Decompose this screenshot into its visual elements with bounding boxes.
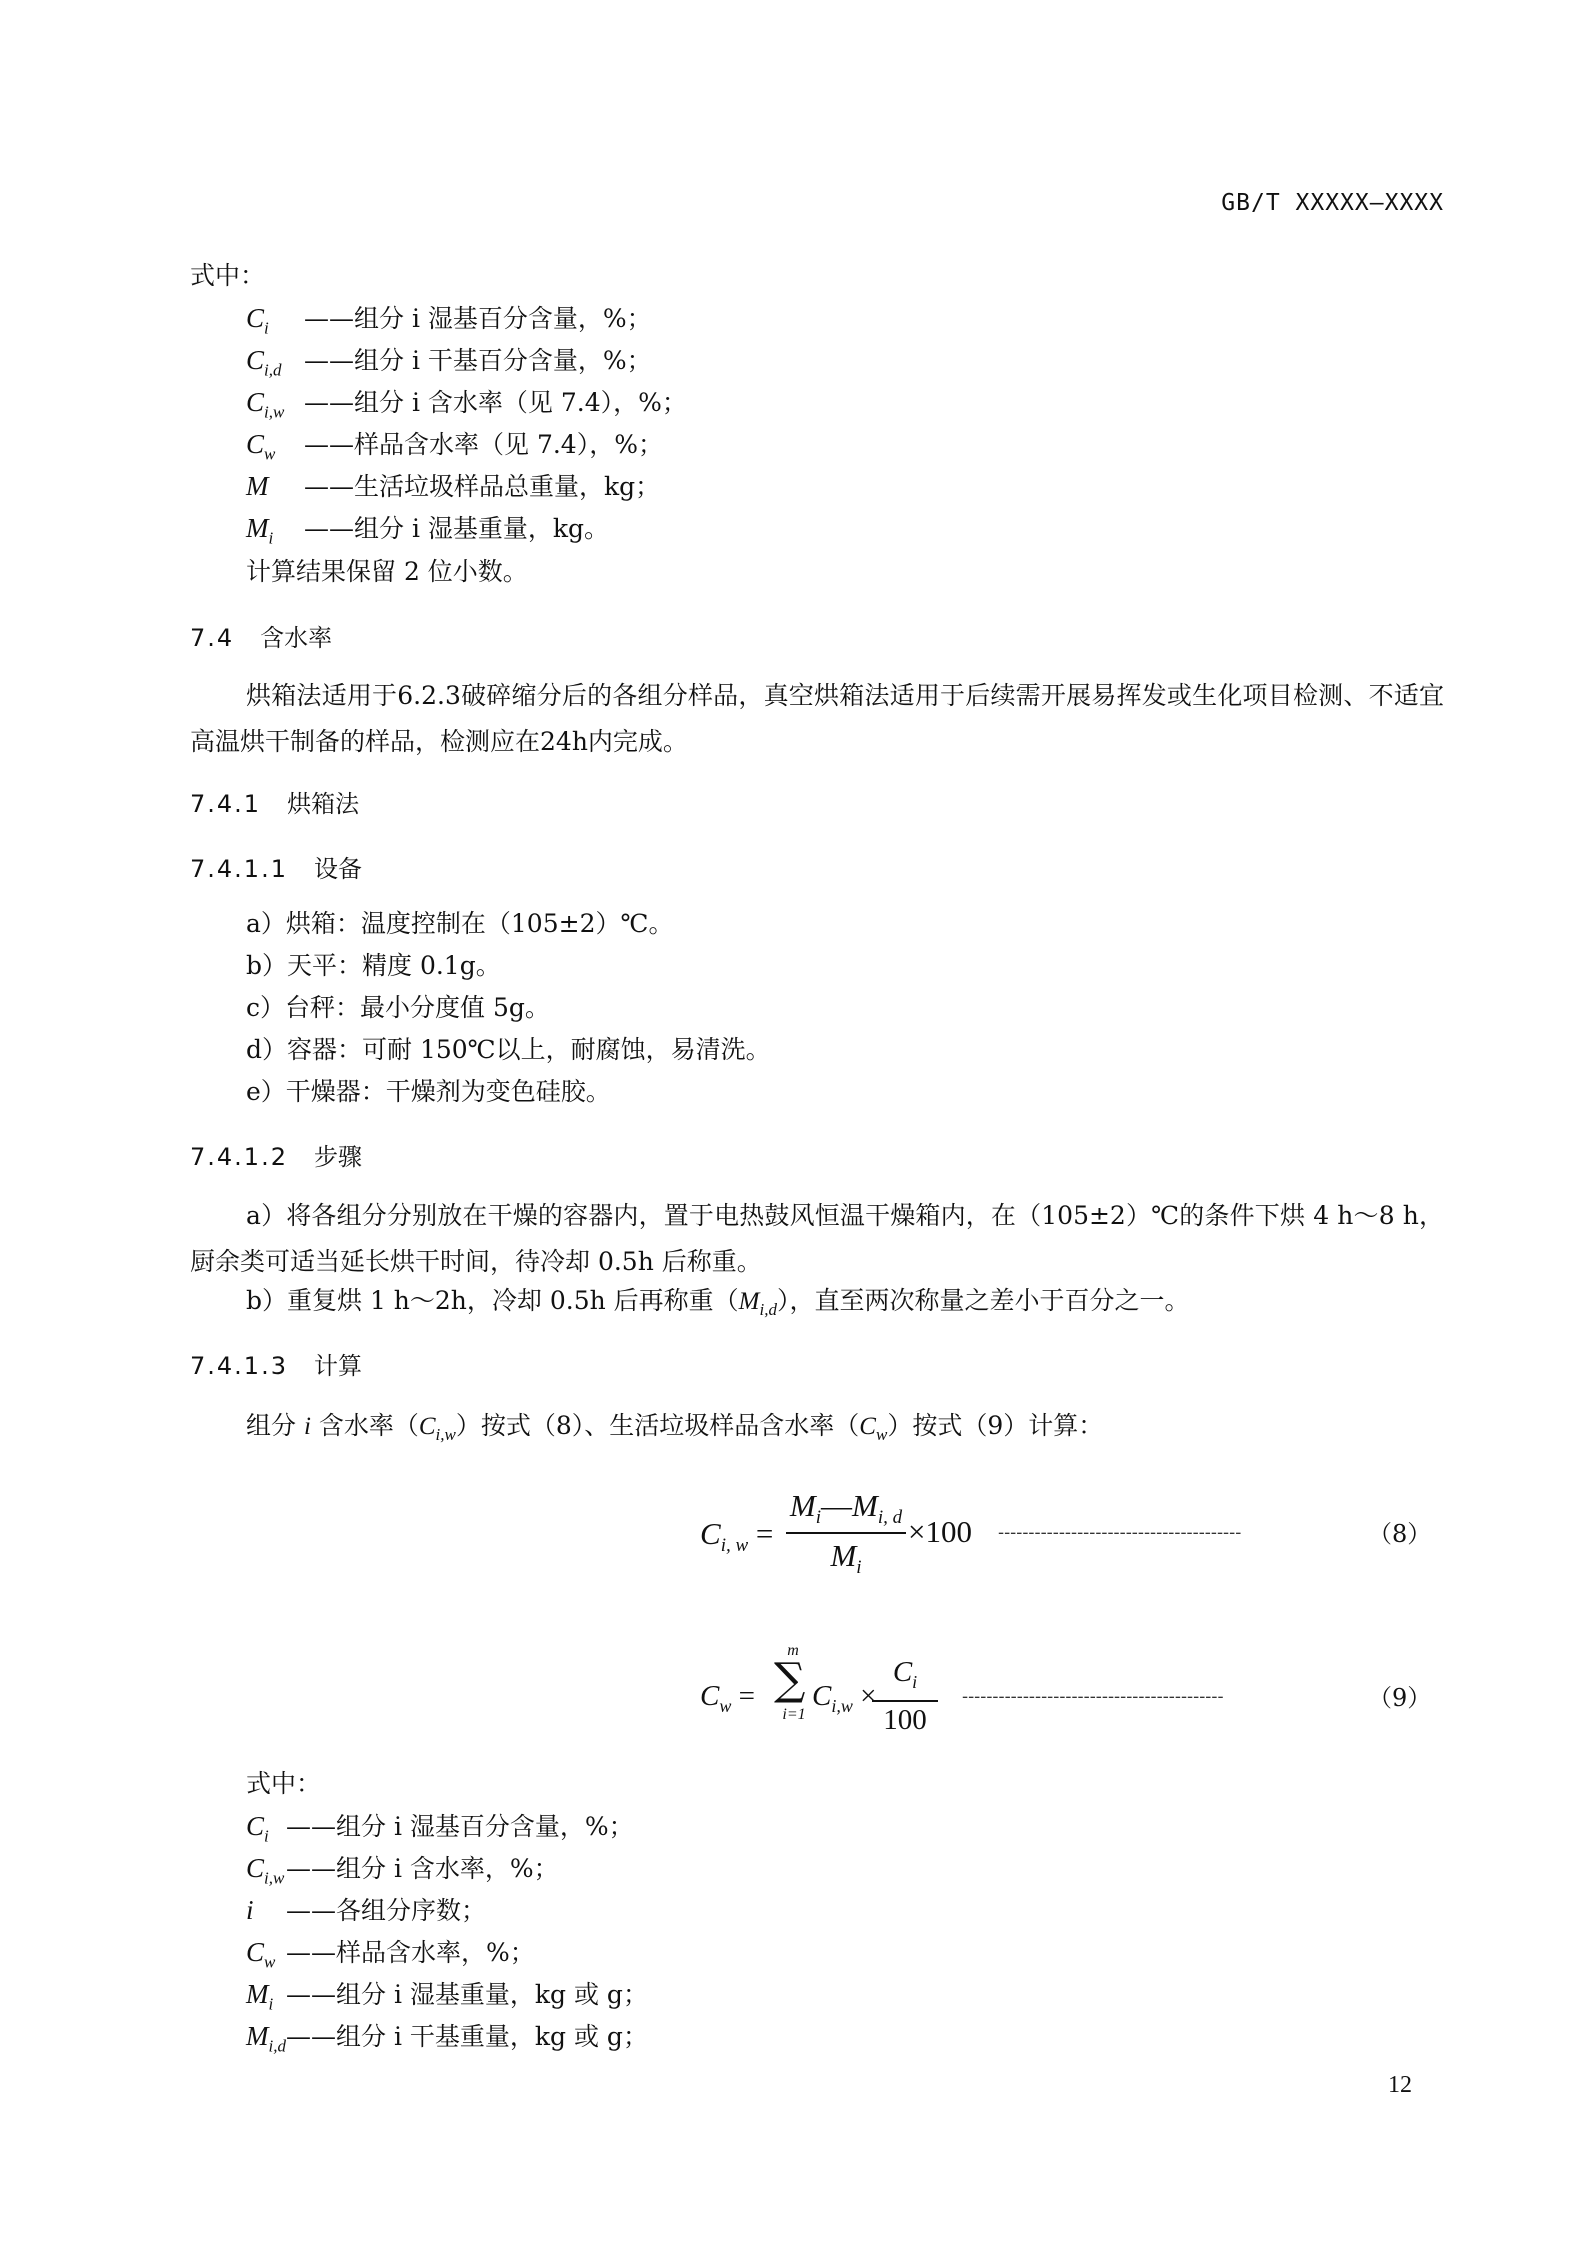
section-number: 7.4.1 [190, 790, 262, 818]
section-heading-7-4-1 [190, 784, 359, 819]
formula-8-times-100: ×100 [908, 1514, 972, 1549]
formula-9-leader: ------------------------------------------- [962, 1686, 1224, 1707]
formula-9-fraction-denominator: 100 [883, 1704, 927, 1736]
section-title: 设备 [313, 855, 362, 883]
calc-intro: 组分 i 含水率$(C_{i,w})$按式（8）、生活垃圾样品含水率$(C_w)$按式（9）计算： [246, 1411, 1104, 1444]
calc-intro-symbol-ciw: $C_{i,w}$ [418, 1413, 456, 1444]
definition-row [246, 384, 687, 430]
formula-9-fraction-bar [872, 1700, 938, 1702]
section-number: 7.4.1.1 [190, 855, 288, 883]
definition-text: ——样品含水率，%； [286, 1938, 535, 1967]
definition-text: ——组分 i 湿基重量，kg。 [304, 514, 610, 543]
formula-8-denominator: $M_i$ [830, 1538, 862, 1579]
formula-8 [700, 1488, 1460, 1578]
definition-row [246, 468, 660, 514]
definition-text: ——生活垃圾样品总重量，kg； [304, 472, 661, 501]
definition-text: ——组分 i 含水率，%； [286, 1854, 559, 1883]
definition-row [246, 1850, 559, 1896]
formula-9-term: $C_{i,w}$ × [812, 1680, 877, 1716]
definition-symbol: $C_w$ [246, 1937, 276, 1972]
section-heading-7-4-1-3 [190, 1346, 362, 1381]
section-title: 步骤 [313, 1143, 362, 1171]
definition-row [246, 1976, 648, 2022]
section-heading-7-4-1-1 [190, 849, 362, 884]
definition-text: ——组分 i 湿基百分含量，%； [286, 1812, 634, 1841]
definition-text: ——组分 i 湿基百分含量，%； [304, 304, 652, 333]
equipment-item-c: c）台秤：最小分度值 5g。 [246, 993, 550, 1022]
definition-row [246, 300, 652, 346]
definition-text: ——组分 i 干基百分含量，%； [304, 346, 652, 375]
formula-8-fraction-bar [786, 1532, 906, 1534]
formula-9-sum-sign: ∑ [774, 1654, 806, 1705]
equipment-item-e: e）干燥器：干燥剂为变色硅胶。 [246, 1077, 611, 1106]
formula-8-numerator: $M_i—M_{i, d}$ [789, 1488, 903, 1529]
definition-row [246, 1808, 634, 1854]
definition-symbol: $C_w$ [246, 429, 276, 464]
definition-symbol: $M_i$ [246, 513, 274, 548]
section-title: 计算 [313, 1352, 362, 1380]
section-number: 7.4 [190, 624, 235, 652]
definition-row [246, 342, 652, 388]
section-heading-7-4-1-2 [190, 1137, 362, 1172]
definition-symbol: $C_{i,w}$ [246, 387, 285, 422]
definition-symbol: $C_i$ [246, 303, 269, 338]
definition-symbol: i [246, 1895, 254, 1925]
definition-row [246, 1934, 535, 1980]
definition-text: ——组分 i 干基重量，kg 或 g； [286, 2022, 648, 2051]
section-number: 7.4.1.3 [190, 1352, 288, 1380]
document-code-header: GB/T XXXXX—XXXX [1221, 190, 1444, 216]
section-7-4-paragraph: 烘箱法适用于6.2.3破碎缩分后的各组分样品，真空烘箱法适用于后续需开展易挥发或生化项目检测、不适宜高温烘干制备的样品，检测应在24h内完成。 [190, 681, 1444, 756]
equipment-item-a: a）烘箱：温度控制在（105±2）℃。 [246, 909, 674, 938]
definition-symbol: $C_{i,d}$ [246, 345, 282, 380]
rounding-note: 计算结果保留 2 位小数。 [246, 557, 528, 586]
definition-row [246, 426, 663, 472]
equipment-item-b: b）天平：精度 0.1g。 [246, 951, 501, 980]
step-b-symbol: $M_{i,d}$ [738, 1288, 777, 1319]
formula-9-sum-lower: i=1 [782, 1706, 806, 1723]
definition-symbol: $M_{i,d}$ [246, 2021, 286, 2056]
definition-symbol: $C_i$ [246, 1811, 269, 1846]
definition-text: ——组分 i 湿基重量，kg 或 g； [286, 1980, 648, 2009]
definition-text: ——样品含水率（见 7.4），%； [304, 430, 663, 459]
where-label-top: 式中： [190, 261, 266, 290]
definition-symbol: $C_{i,w}$ [246, 1853, 285, 1888]
definition-text: ——组分 i 含水率（见 7.4），%； [304, 388, 687, 417]
step-b-text-pre: b）重复烘 1 h～2h，冷却 0.5h 后再称重（ [246, 1286, 739, 1315]
section-title: 烘箱法 [287, 790, 360, 818]
formula-8-label: （8） [1368, 1520, 1432, 1548]
equipment-item-d: d）容器：可耐 150℃以上，耐腐蚀，易清洗。 [246, 1035, 771, 1064]
step-a: a）将各组分分别放在干燥的容器内，置于电热鼓风恒温干燥箱内，在（105±2）℃的条件下烘 4 h～8 h，厨余类可适当延长烘干时间，待冷却 0.5h 后称重。 [190, 1201, 1444, 1276]
formula-9-fraction-numerator: $C_i$ [892, 1656, 918, 1692]
step-b-text-post: ），直至两次称量之差小于百分之一。 [776, 1286, 1190, 1315]
definition-row [246, 510, 609, 556]
definition-row [246, 2018, 648, 2064]
formula-9-label: （9） [1368, 1684, 1432, 1712]
section-heading-7-4 [190, 618, 332, 653]
page-number: 12 [1388, 2072, 1412, 2098]
formula-9-sum-upper: m [787, 1642, 799, 1659]
step-b [246, 1283, 1190, 1328]
definition-row [246, 1892, 486, 1938]
calc-intro-symbol-cw: $C_w$ [859, 1413, 888, 1444]
formula-9-lhs: $C_w$ = [700, 1680, 755, 1716]
definition-text: ——各组分序数； [286, 1896, 487, 1925]
formula-8-leader: ---------------------------------------- [998, 1522, 1242, 1543]
section-title: 含水率 [260, 624, 333, 652]
where-label-bottom: 式中： [246, 1769, 322, 1798]
definition-symbol: $M_i$ [246, 1979, 274, 2014]
formula-9 [700, 1640, 1460, 1750]
formula-8-lhs: $C_{i, w}$ = [700, 1516, 774, 1557]
section-number: 7.4.1.2 [190, 1143, 288, 1171]
definition-symbol: M [246, 471, 269, 501]
